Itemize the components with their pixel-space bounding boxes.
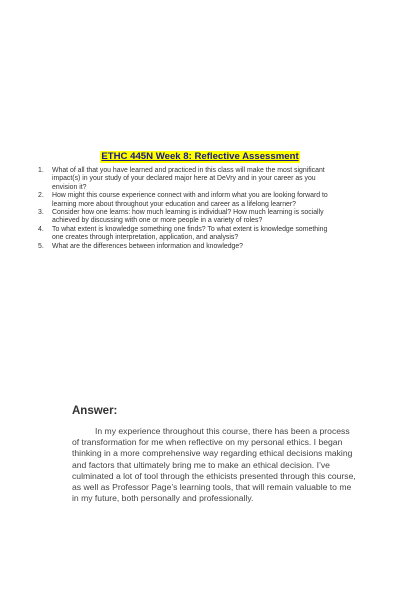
title-container — [0, 146, 400, 164]
answer-heading: Answer: — [72, 405, 118, 417]
question-number: 5. — [38, 242, 44, 250]
question-item — [38, 243, 328, 251]
question-item — [38, 226, 328, 243]
question-text: To what extent is knowledge something one finds? To what extent is knowledge something one creates through interpretation, application, and analysis? — [52, 225, 328, 242]
question-item — [38, 167, 328, 192]
answer-paragraph: In my experience throughout this course, there has been a process of transformation for me when reflective on my personal ethics. I began thinking in a more comprehensive way regarding ethical decisions making and factors that ultimately bring me to make an ethical decision. I’ve culminated a lot of tool through the ethicists presented through this course, as well as Professor Page’s learning tools, that will remain valuable to me in my future, both personally and professionally. — [72, 426, 356, 504]
question-text: Consider how one learns: how much learning is individual? How much learning is socially achieved by discussing with one or more people in a variety of roles? — [52, 209, 324, 225]
question-text: What are the differences between information and knowledge? — [52, 242, 244, 250]
question-number: 1. — [38, 167, 44, 174]
question-number: 4. — [38, 225, 44, 233]
question-text: How might this course experience connect with and inform what you are looking forward to learning more about throughout your education and career as a lifelong learner? — [52, 192, 328, 208]
document-title: ETHC 445N Week 8: Reflective Assessment — [101, 151, 299, 162]
question-item — [38, 209, 328, 226]
question-text: What of all that you have learned and practiced in this class will make the most significant impact(s) in your study of your declared major here at DeVry and in your career as you envision it? — [52, 167, 325, 191]
question-list — [38, 167, 328, 251]
question-number: 2. — [38, 192, 44, 200]
question-item — [38, 192, 328, 209]
question-number: 3. — [38, 209, 44, 217]
